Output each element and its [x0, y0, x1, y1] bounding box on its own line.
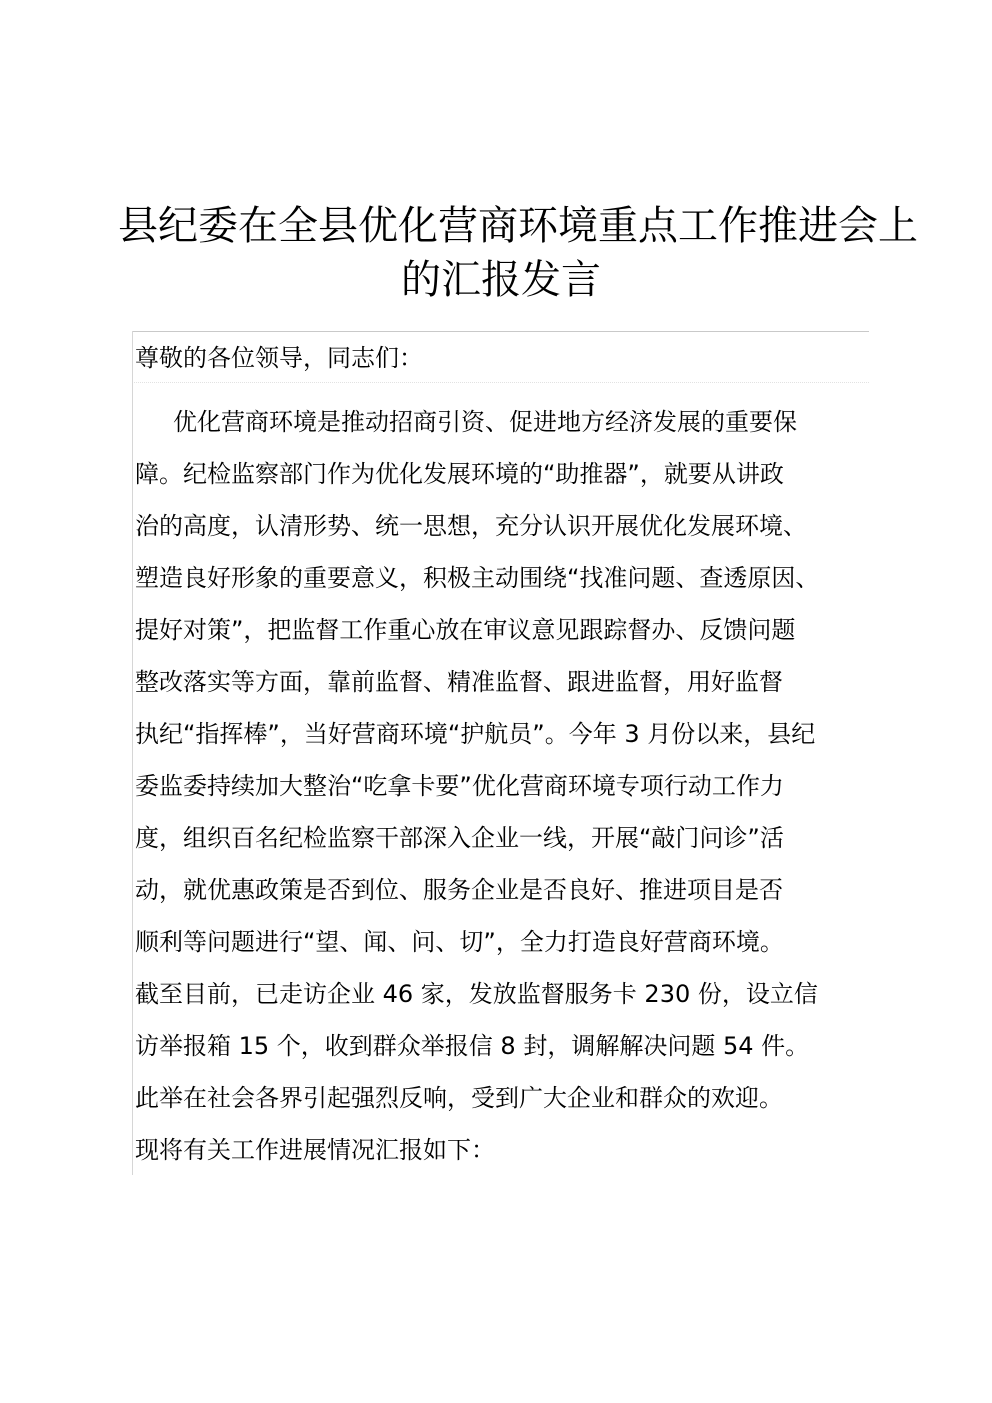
paragraph-line: 障。纪检监察部门作为优化发展环境的“助推器”，就要从讲政	[135, 460, 784, 488]
paragraph-line: 现将有关工作进展情况汇报如下：	[135, 1136, 495, 1164]
table-border-top	[132, 331, 869, 332]
paragraph-line: 委监委持续加大整治“吃拿卡要”优化营商环境专项行动工作力	[135, 772, 784, 800]
paragraph-line: 度，组织百名纪检监察干部深入企业一线，开展“敲门问诊”活	[135, 824, 784, 852]
paragraph-line: 顺利等问题进行“望、闻、问、切”，全力打造良好营商环境。	[135, 928, 784, 956]
title-line-1: 县纪委在全县优化营商环境重点工作推进会上	[118, 202, 918, 249]
paragraph-line: 访举报箱 15 个，收到群众举报信 8 封，调解解决问题 54 件。	[135, 1032, 810, 1060]
paragraph-line: 截至目前，已走访企业 46 家，发放监督服务卡 230 份，设立信	[135, 980, 818, 1008]
body-paragraph	[135, 400, 895, 1180]
table-border-divider	[132, 382, 869, 383]
paragraph-line: 整改落实等方面，靠前监督、精准监督、跟进监督，用好监督	[135, 668, 783, 696]
paragraph-line: 塑造良好形象的重要意义，积极主动围绕“找准问题、查透原因、	[135, 564, 820, 592]
paragraph-line: 提好对策”，把监督工作重心放在审议意见跟踪督办、反馈问题	[135, 616, 796, 644]
title-line-2: 的汇报发言	[401, 256, 601, 303]
document-title	[118, 199, 918, 307]
paragraph-line: 动，就优惠政策是否到位、服务企业是否良好、推进项目是否	[135, 876, 783, 904]
paragraph-line: 此举在社会各界引起强烈反响，受到广大企业和群众的欢迎。	[135, 1084, 783, 1112]
paragraph-line: 优化营商环境是推动招商引资、促进地方经济发展的重要保	[173, 408, 797, 436]
table-border-left	[132, 331, 133, 1175]
salutation: 尊敬的各位领导，同志们：	[135, 344, 423, 372]
paragraph-line: 治的高度，认清形势、统一思想，充分认识开展优化发展环境、	[135, 512, 807, 540]
paragraph-line: 执纪“指挥棒”，当好营商环境“护航员”。今年 3 月份以来，县纪	[135, 720, 816, 748]
